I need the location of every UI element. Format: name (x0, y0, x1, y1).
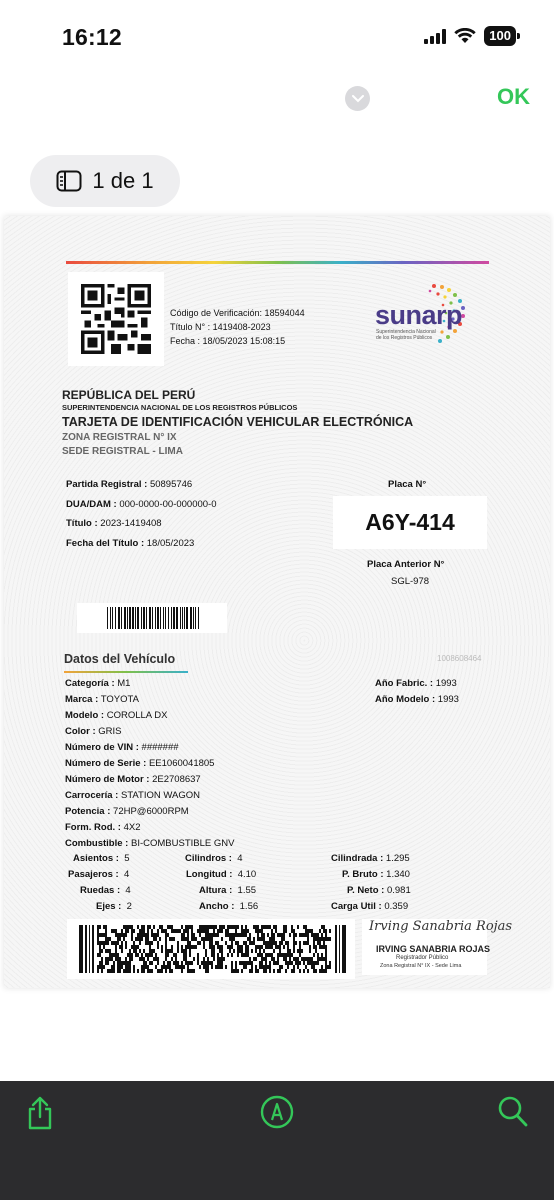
ejes-field (96, 901, 132, 913)
sidebar-icon (56, 170, 82, 192)
anio-fabric-field (375, 678, 457, 690)
document-page[interactable] (4, 216, 550, 988)
fecha-titulo-label: Fecha del Título : (66, 538, 145, 549)
search-button[interactable] (497, 1095, 529, 1134)
cellular-signal-icon (424, 28, 446, 44)
titulo-value: 2023-1419408 (100, 518, 162, 529)
ancho-field (199, 901, 258, 913)
signature-name: IRVING SANABRIA ROJAS (376, 944, 491, 954)
barcode-small-icon (77, 603, 227, 633)
longitud-field (186, 869, 256, 881)
fecha-titulo-value: 18/05/2023 (146, 538, 195, 549)
markup-button[interactable] (260, 1095, 294, 1134)
altura-value: 1.55 (237, 885, 257, 896)
cilindrada-value: 1.295 (385, 853, 410, 864)
ancho-label: Ancho : (199, 901, 235, 912)
carga-util-value: 0.359 (384, 901, 409, 912)
signature-role: Registrador Público (396, 955, 449, 961)
page-indicator-label: 1 de 1 (92, 168, 154, 193)
peso-bruto-value: 1.340 (386, 869, 410, 880)
carroceria-label: Carrocería : (65, 790, 119, 801)
tarjeta-title: TARJETA DE IDENTIFICACIÓN VEHICULAR ELECTRÓNICA (62, 415, 414, 429)
pasajeros-field (68, 869, 129, 881)
potencia-label: Potencia : (65, 806, 111, 817)
combustible-label: Combustible : (65, 838, 129, 849)
signature-zone: Zona Registral N° IX - Sede Lima (380, 963, 462, 969)
vin-label: Número de VIN : (65, 742, 139, 753)
done-button[interactable]: OK (497, 84, 530, 109)
marca-field (65, 694, 139, 706)
status-time: 16:12 (62, 24, 122, 50)
formrod-value: 4X2 (123, 822, 141, 833)
status-icons (424, 26, 516, 46)
placa-anterior-value: SGL-978 (391, 576, 430, 587)
altura-label: Altura : (199, 885, 233, 896)
anio-modelo-field (375, 694, 459, 706)
categoria-value: M1 (117, 678, 131, 689)
cilindros-field (185, 853, 243, 865)
modelo-label: Modelo : (65, 710, 105, 721)
longitud-label: Longitud : (186, 869, 233, 880)
republica-heading: REPÚBLICA DEL PERÚ (62, 388, 196, 402)
color-label: Color : (65, 726, 96, 737)
ancho-value: 1.56 (239, 901, 259, 912)
anio-modelo-label: Año Modelo : (375, 694, 436, 705)
potencia-value: 72HP@6000RPM (113, 806, 189, 817)
markup-icon (260, 1095, 294, 1129)
chevron-down-button[interactable] (345, 86, 370, 111)
ejes-label: Ejes : (96, 901, 122, 912)
motor-field (65, 774, 201, 786)
pasajeros-value: 4 (123, 869, 130, 880)
anio-fabric-label: Año Fabric. : (375, 678, 434, 689)
peso-neto-label: P. Neto : (347, 885, 385, 896)
titulo-label: Título : (66, 518, 98, 529)
motor-value: 2E2708637 (152, 774, 201, 785)
signature-handwriting: Irving Sanabria Rojas (369, 919, 513, 934)
vin-value: ####### (141, 742, 179, 753)
page-indicator-button[interactable] (30, 155, 180, 207)
barcode-pdf417 (67, 919, 355, 979)
serie-field (65, 758, 214, 770)
potencia-field (65, 806, 189, 818)
modelo-field (65, 710, 167, 722)
fecha-titulo-field (66, 538, 194, 550)
placa-anterior-label: Placa Anterior N° (367, 559, 445, 570)
serie-label: Número de Serie : (65, 758, 147, 769)
sunarp-subtitle-line-2: de los Registros Públicos (376, 335, 433, 341)
peso-bruto-field (342, 869, 410, 881)
sede-registral: SEDE REGISTRAL - LIMA (62, 446, 183, 457)
verification-code: Código de Verificación: 18594044 (170, 308, 305, 318)
sunarp-subtitle (376, 329, 436, 341)
longitud-value: 4.10 (237, 869, 257, 880)
cilindros-value: 4 (237, 853, 243, 864)
ruedas-value: 4 (125, 885, 131, 896)
share-button[interactable] (25, 1095, 55, 1136)
datos-vehiculo-title: Datos del Vehículo (64, 652, 176, 666)
motor-label: Número de Motor : (65, 774, 150, 785)
superintendencia-heading: SUPERINTENDENCIA NACIONAL DE LOS REGISTROS PÚBLICOS (62, 403, 298, 412)
asientos-field (73, 853, 130, 865)
battery-indicator: 100 (484, 26, 516, 46)
titulo-field (66, 518, 162, 530)
placa-value: A6Y-414 (333, 496, 487, 549)
color-field (65, 726, 121, 738)
cilindrada-label: Cilindrada : (331, 853, 384, 864)
ejes-value: 2 (126, 901, 132, 912)
ruedas-label: Ruedas : (80, 885, 121, 896)
partida-field (66, 479, 192, 491)
partida-value: 50895746 (149, 479, 193, 490)
carga-util-field (331, 901, 408, 913)
vin-field (65, 742, 179, 754)
document-serial: 1008608464 (437, 654, 482, 663)
wifi-icon (454, 28, 476, 44)
dua-label: DUA/DAM : (66, 499, 117, 510)
verification-date: Fecha : 18/05/2023 15:08:15 (170, 336, 286, 346)
anio-fabric-value: 1993 (435, 678, 457, 689)
marca-value: TOYOTA (100, 694, 139, 705)
anio-modelo-value: 1993 (437, 694, 459, 705)
carroceria-value: STATION WAGON (120, 790, 200, 801)
peso-bruto-label: P. Bruto : (342, 869, 384, 880)
partida-label: Partida Registral : (66, 479, 148, 490)
qr-code-icon (81, 284, 151, 354)
search-icon (497, 1095, 529, 1129)
zona-registral: ZONA REGISTRAL N° IX (62, 432, 177, 443)
verification-info (170, 306, 305, 348)
dua-field (66, 499, 217, 511)
asientos-value: 5 (124, 853, 130, 864)
share-icon (25, 1095, 55, 1131)
carroceria-field (65, 790, 200, 802)
color-stripe (66, 261, 489, 264)
peso-neto-field (347, 885, 411, 897)
marca-label: Marca : (65, 694, 99, 705)
categoria-field (65, 678, 130, 690)
serie-value: EE1060041805 (148, 758, 215, 769)
cilindros-label: Cilindros : (185, 853, 232, 864)
pasajeros-label: Pasajeros : (68, 869, 119, 880)
barcode-pdf417-icon (67, 919, 355, 979)
cilindrada-field (331, 853, 410, 865)
formrod-field (65, 822, 141, 834)
formrod-label: Form. Rod. : (65, 822, 121, 833)
sunarp-brand-text: sunarp (375, 300, 463, 330)
placa-label: Placa N° (388, 479, 427, 490)
dua-value: 000-0000-00-000000-0 (119, 499, 217, 510)
verification-title: Título N° : 1419408-2023 (170, 322, 271, 332)
carga-util-label: Carga Util : (331, 901, 382, 912)
barcode-small (77, 603, 227, 633)
altura-field (199, 885, 256, 897)
categoria-label: Categoría : (65, 678, 115, 689)
peso-neto-value: 0.981 (386, 885, 411, 896)
chevron-down-icon (352, 95, 364, 103)
modelo-value: COROLLA DX (106, 710, 168, 721)
color-value: GRIS (98, 726, 122, 737)
ruedas-field (80, 885, 131, 897)
datos-underline (64, 671, 188, 673)
combustible-field (65, 838, 234, 850)
sunarp-subtitle-line-1: Superintendencia Nacional (376, 329, 436, 335)
combustible-value: BI-COMBUSTIBLE GNV (130, 838, 235, 849)
asientos-label: Asientos : (73, 853, 119, 864)
